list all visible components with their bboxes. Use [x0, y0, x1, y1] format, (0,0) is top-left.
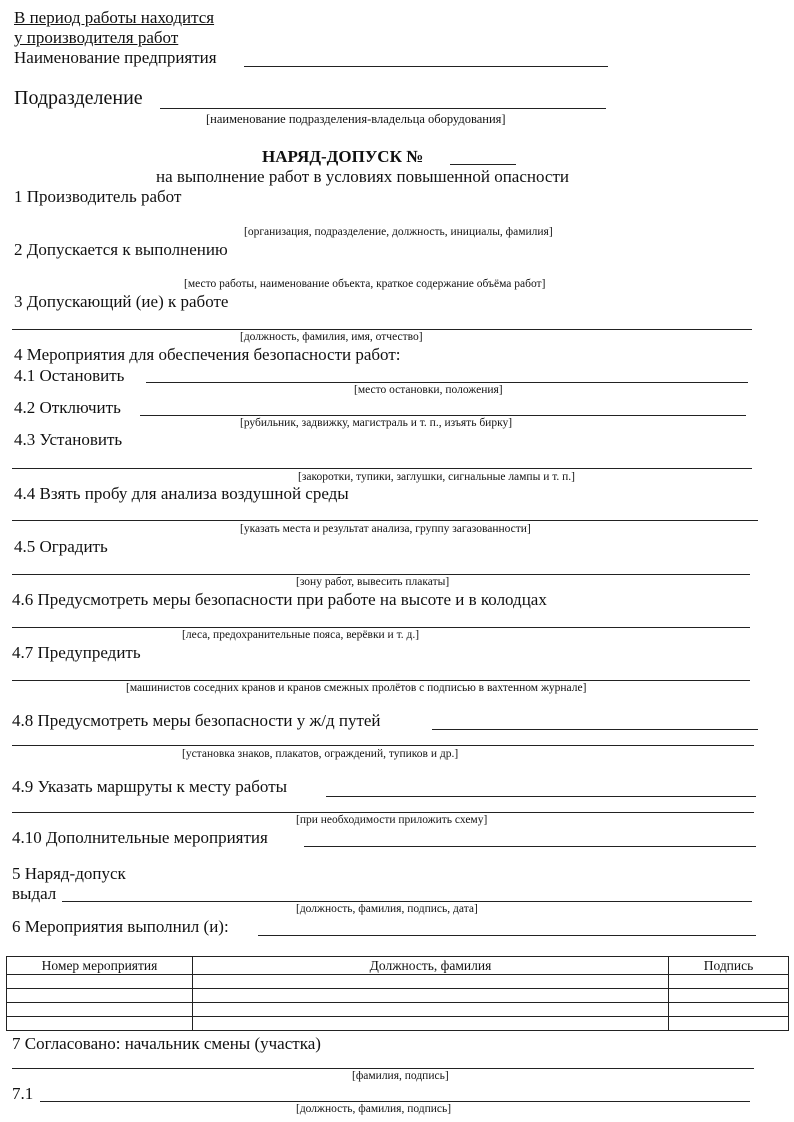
document-title: НАРЯД-ДОПУСК № [262, 147, 424, 166]
section-4-7-field[interactable] [12, 680, 750, 681]
section-4-1-field[interactable] [146, 382, 748, 383]
section-4-6-field[interactable] [12, 627, 750, 628]
section-5-label-line1: 5 Наряд-допуск [12, 864, 126, 883]
section-4-1-label: 4.1 Остановить [14, 366, 125, 385]
section-4-6-label: 4.6 Предусмотреть меры безопасности при работе на высоте и в колодцах [12, 590, 547, 609]
section-4-3-label: 4.3 Установить [14, 430, 123, 449]
section-4-1-caption: [место остановки, положения] [354, 384, 503, 396]
section-4-2-label: 4.2 Отключить [14, 398, 121, 417]
enterprise-label: Наименование предприятия [14, 48, 217, 67]
table-cell[interactable] [7, 1017, 193, 1031]
section-4-9-field[interactable] [326, 796, 756, 797]
section-4-7-label: 4.7 Предупредить [12, 643, 141, 662]
permit-number-field[interactable] [450, 164, 516, 165]
section-5-caption: [должность, фамилия, подпись, дата] [296, 903, 478, 915]
executors-table [6, 956, 789, 1031]
section-4-8-field[interactable] [432, 729, 758, 730]
section-7-field[interactable] [12, 1068, 754, 1069]
section-5-label-line2: выдал [12, 884, 57, 903]
section-4-9-field-2[interactable] [12, 812, 754, 813]
section-3-caption: [должность, фамилия, имя, отчество] [240, 331, 423, 343]
section-4-4-label: 4.4 Взять пробу для анализа воздушной среды [14, 484, 349, 503]
section-4-3-caption: [закоротки, тупики, заглушки, сигнальные лампы и т. п.] [298, 471, 575, 483]
section-6-field[interactable] [258, 935, 756, 936]
section-4-7-caption: [машинистов соседних кранов и кранов смежных пролётов с подписью в вахтенном журнале] [126, 682, 587, 694]
section-4-8-label: 4.8 Предусмотреть меры безопасности у ж/д путей [12, 711, 381, 730]
header-note-line2: у производителя работ [14, 28, 179, 47]
table-cell[interactable] [193, 975, 669, 989]
section-7-1-field[interactable] [40, 1101, 750, 1102]
section-4-4-caption: [указать места и результат анализа, группу загазованности] [240, 523, 531, 535]
section-7-caption: [фамилия, подпись] [352, 1070, 449, 1082]
table-cell[interactable] [193, 1003, 669, 1017]
table-cell[interactable] [7, 1003, 193, 1017]
section-4-10-field[interactable] [304, 846, 756, 847]
table-cell[interactable] [7, 975, 193, 989]
section-4-6-caption: [леса, предохранительные пояса, верёвки и т. д.] [182, 629, 420, 641]
section-4-9-caption: [при необходимости приложить схему] [296, 814, 488, 826]
subdivision-label: Подразделение [14, 87, 143, 109]
section-4-5-field[interactable] [12, 574, 750, 575]
section-3-field[interactable] [12, 329, 752, 330]
section-2-caption: [место работы, наименование объекта, краткое содержание объёма работ] [184, 278, 546, 290]
section-4-4-field[interactable] [12, 520, 758, 521]
section-4-2-field[interactable] [140, 415, 746, 416]
section-4-2-caption: [рубильник, задвижку, магистраль и т. п., изъять бирку] [240, 417, 513, 429]
subdivision-field[interactable] [160, 108, 606, 109]
section-5-field[interactable] [62, 901, 752, 902]
table-row [7, 1017, 789, 1031]
table-row [7, 1003, 789, 1017]
enterprise-field[interactable] [244, 66, 608, 67]
section-4-9-label: 4.9 Указать маршруты к месту работы [12, 777, 288, 796]
table-header-cell: Должность, фамилия [193, 957, 669, 975]
section-4-5-label: 4.5 Оградить [14, 537, 108, 556]
section-4-8-field-2[interactable] [12, 745, 754, 746]
subdivision-caption: [наименование подразделения-владельца оборудования] [206, 112, 506, 126]
section-4-label: 4 Мероприятия для обеспечения безопасности работ: [14, 345, 401, 364]
table-cell[interactable] [7, 989, 193, 1003]
section-4-10-label: 4.10 Дополнительные мероприятия [12, 828, 268, 847]
table-cell[interactable] [193, 1017, 669, 1031]
table-cell[interactable] [193, 989, 669, 1003]
section-4-3-field[interactable] [12, 468, 752, 469]
table-row [7, 989, 789, 1003]
section-4-8-caption: [установка знаков, плакатов, ограждений, тупиков и др.] [182, 748, 459, 760]
section-6-label: 6 Мероприятия выполнил (и): [12, 917, 229, 936]
section-7-1-label: 7.1 [12, 1084, 34, 1103]
document-subtitle: на выполнение работ в условиях повышенной опасности [156, 167, 569, 186]
section-7-label: 7 Согласовано: начальник смены (участка) [12, 1034, 321, 1053]
section-1-caption: [организация, подразделение, должность, инициалы, фамилия] [244, 226, 553, 238]
table-header-cell: Номер мероприятия [7, 957, 193, 975]
table-cell[interactable] [669, 975, 789, 989]
table-row [7, 975, 789, 989]
table-cell[interactable] [669, 1003, 789, 1017]
section-3-label: 3 Допускающий (ие) к работе [14, 292, 229, 311]
section-1-label: 1 Производитель работ [14, 187, 182, 206]
section-4-5-caption: [зону работ, вывесить плакаты] [296, 576, 450, 588]
header-note-line1: В период работы находится [14, 8, 215, 27]
table-cell[interactable] [669, 989, 789, 1003]
table-cell[interactable] [669, 1017, 789, 1031]
table-header-cell: Подпись [669, 957, 789, 975]
section-2-label: 2 Допускается к выполнению [14, 240, 228, 259]
section-7-1-caption: [должность, фамилия, подпись] [296, 1103, 452, 1115]
